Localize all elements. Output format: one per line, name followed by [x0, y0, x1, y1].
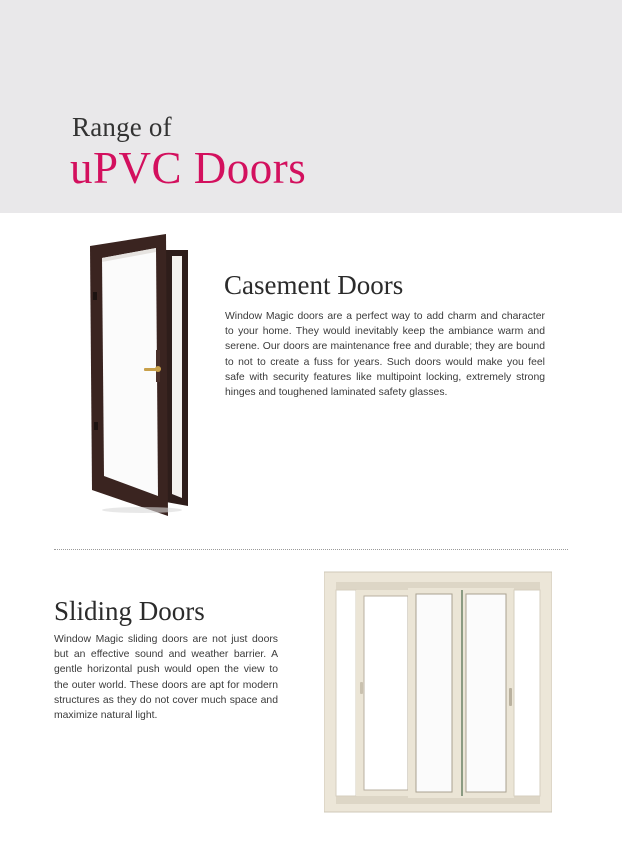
casement-doors-description: Window Magic doors are a perfect way to add charm and character to your home. They would inevitably keep the ambiance warm and serene. Our doors are maintenance free and durable; they are bound to not to create a fuss for years. Such doors would make you feel safe with security features like multipoint locking, extremely strong hinges and toughened laminated safety glasses. — [225, 311, 545, 399]
sliding-doors-heading: Sliding Doors — [54, 596, 205, 626]
dotted-divider — [54, 549, 568, 550]
header-pretitle: Range of — [72, 112, 172, 142]
header-band — [0, 0, 622, 213]
sliding-door-image — [324, 570, 552, 814]
casement-doors-heading: Casement Doors — [224, 270, 404, 300]
sliding-doors-description: Window Magic sliding doors are not just doors but an effective sound and weather barrier. A gentle horizontal push would open the view to the outer world. These doors are apt for modern structures as they do not cover much space and maximize natural light. — [54, 634, 278, 722]
page-title: uPVC Doors — [70, 143, 307, 193]
casement-door-image — [80, 232, 200, 516]
